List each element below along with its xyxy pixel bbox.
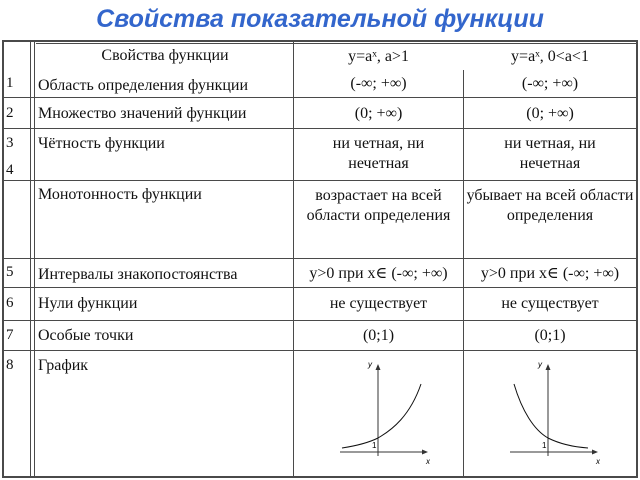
value-a-lt-1: не существует bbox=[501, 295, 599, 312]
value-a-lt-1: y>0 при x∈ (-∞; +∞) bbox=[480, 265, 620, 282]
header-a-lt-1: y=aˣ, 0<a<1 bbox=[511, 48, 589, 65]
row-rule bbox=[2, 128, 638, 129]
graph-decreasing bbox=[500, 356, 600, 466]
row-rule bbox=[2, 180, 638, 181]
row-number: 1 bbox=[6, 75, 14, 91]
property-label: Множество значений функции bbox=[38, 105, 247, 122]
exponential-curve-decreasing bbox=[514, 384, 588, 448]
property-label: Чётность функции bbox=[38, 135, 165, 152]
row-number: 6 bbox=[6, 295, 14, 311]
value-a-gt-1: y>0 при x∈ (-∞; +∞) bbox=[309, 265, 448, 282]
row-rule bbox=[2, 258, 638, 259]
value-a-lt-1: (0;1) bbox=[534, 327, 566, 344]
y-axis-arrow bbox=[376, 364, 381, 370]
value-a-gt-1: (-∞; +∞) bbox=[350, 75, 407, 92]
header-a-gt-1: y=aˣ, a>1 bbox=[348, 48, 409, 65]
row-number: 4 bbox=[6, 162, 14, 178]
value-a-gt-1: возрастает на всей области определения bbox=[306, 187, 451, 224]
graph-increasing bbox=[330, 356, 430, 466]
y-axis-label: y bbox=[368, 360, 372, 369]
row-number: 3 bbox=[6, 135, 14, 151]
x-axis-arrow bbox=[422, 450, 428, 455]
value-a-lt-1: (-∞; +∞) bbox=[521, 75, 579, 92]
intercept-label: 1 bbox=[372, 441, 377, 450]
property-label: Монотонность функции bbox=[38, 186, 202, 203]
row-rule bbox=[2, 287, 638, 288]
table-border-bottom bbox=[2, 476, 638, 478]
property-label: Особые точки bbox=[38, 327, 134, 344]
value-a-lt-1: убывает на всей области определения bbox=[466, 187, 634, 224]
value-a-lt-1: ни четная, ни нечетная bbox=[504, 135, 596, 172]
x-axis-label: x bbox=[426, 457, 430, 466]
property-label: Нули функции bbox=[38, 295, 138, 312]
property-label: График bbox=[38, 357, 89, 374]
property-label: Область определения функции bbox=[38, 77, 249, 94]
row-number: 2 bbox=[6, 105, 14, 121]
value-a-gt-1: не существует bbox=[329, 295, 428, 312]
page-title: Свойства показательной функции bbox=[96, 5, 544, 33]
row-number: 8 bbox=[6, 357, 14, 373]
value-a-lt-1: (0; +∞) bbox=[526, 105, 574, 122]
table-border-top bbox=[2, 40, 638, 42]
row-number: 5 bbox=[6, 264, 14, 280]
x-axis-label: x bbox=[596, 457, 600, 466]
header-property: Свойства функции bbox=[101, 47, 229, 64]
row-rule bbox=[2, 350, 638, 351]
num-column-rule bbox=[30, 40, 31, 477]
value-a-gt-1: ни четная, ни нечетная bbox=[332, 135, 425, 172]
property-label: Интервалы знакопостоянства bbox=[38, 266, 238, 283]
row-rule bbox=[2, 97, 638, 98]
value-a-gt-1: (0;1) bbox=[362, 327, 395, 344]
header-rule-inner bbox=[36, 43, 638, 44]
row-rule bbox=[2, 320, 638, 321]
y-axis-arrow bbox=[546, 364, 551, 370]
intercept-label: 1 bbox=[542, 441, 547, 450]
x-axis-arrow bbox=[592, 450, 598, 455]
y-axis-label: y bbox=[538, 360, 542, 369]
exponential-curve-increasing bbox=[342, 384, 421, 448]
table-border-right bbox=[636, 40, 638, 477]
table-border-left bbox=[2, 40, 4, 477]
row-number: 7 bbox=[6, 327, 14, 343]
value-a-gt-1: (0; +∞) bbox=[354, 105, 403, 122]
num-column-rule bbox=[34, 40, 35, 477]
